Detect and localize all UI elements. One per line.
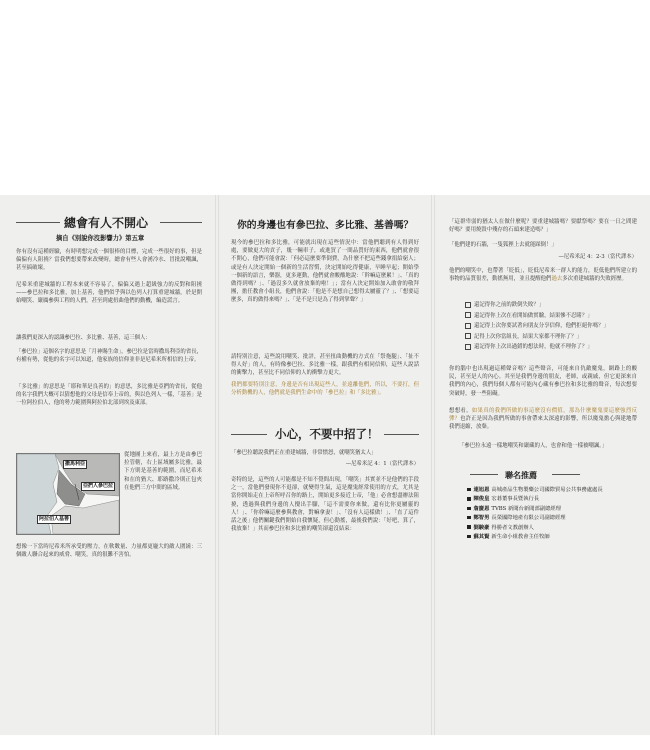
rec-rule-left bbox=[470, 474, 498, 475]
scripture-quote: 「參巴拉永遠一樣地嘲笑和嚴藏的人，也會和他一樣被嘲諷。」 bbox=[459, 443, 608, 449]
paragraph: 「參巴拉」這個名字的意思是「月神賜生命」，參巴拉是當時撒馬利亞的省長，有權有勢，從他的名字可以知道，他家族的信仰並非是尼希米所相信的上帝。 bbox=[16, 349, 202, 364]
rec-rule-right bbox=[552, 474, 580, 475]
recommend-title: 聯名推薦 bbox=[505, 470, 537, 480]
recommend-list bbox=[467, 486, 603, 542]
checkbox-icon bbox=[465, 302, 471, 308]
paragraph: 想像一下當時尼希米所承受的壓力，在軟數量、力量都更龐大的敵人圍繞：三個敵人聯合起來的威脅、嘲笑，真的很難不害怕。 bbox=[16, 544, 202, 559]
bullet-icon bbox=[467, 507, 471, 511]
panel-middle-title: 你的身邊也有參巴拉、多比雅、基善嗎？ bbox=[237, 220, 414, 231]
paragraph: 「多比雅」的意思是「耶和華是良善的」的意思，多比雅是亞捫的省長，從他的名字我們大概可以猜想他的父母是信奉上帝的，與以色列人一樣，「基善」是一位阿拉伯人，他的勢力範圍與阿拉伯北部到埃及東部。 bbox=[16, 384, 202, 407]
fold-line bbox=[215, 195, 219, 735]
title2-rule-left bbox=[231, 434, 267, 435]
recommend-item: 詹慶恩 TVBS 新聞台新聞部副總經理 bbox=[467, 505, 603, 514]
scripture-quote: 「他們建的石牆，一隻狐狸上去就能踩倒！」 bbox=[449, 242, 557, 248]
checklist-item: 還記得你上次出過錯的想法時，他就不理你了？」 bbox=[465, 342, 609, 353]
map-label-arab: 阿拉伯人基善 bbox=[39, 516, 70, 522]
checkbox-icon bbox=[465, 344, 471, 350]
paragraph: 奇特的是，這些的人可能都是不知不覺間出現，「嘲笑」其實並不是他們的手段之一，當他們發現你不退卻，就變得生氣，這是魔鬼經常使用的方式，尤其是當你開始走在上帝所呼召你的路上，開始更多接近上帝，「他」必會想盡辦法阻撓，透過與我們身邊的人攪出手腳，「這不需要你來做，還有比你更屬靈的人！」、「你幹嘛這麼參與教會，對嘛拿妻！」、「沒有人這樣做！」、「直了這件話之後」他們關鍵我們開始自我懷疑，但心動搖，最後我們說：「好吧，算了，我放棄！」其而參巴拉和多比雅的嘲笑卻還沒結束： bbox=[231, 477, 419, 533]
highlight-text: 如果真的我們所做的事這麼沒有價值，那為什麼魔鬼要這麼強烈反彈？ bbox=[449, 408, 637, 423]
checkbox-icon bbox=[465, 323, 471, 329]
text: 他們的嘲笑中，也帶著「貶低」，貶低尼希米一群人的能力，貶低他們所建立的事物的品質很差，動搖無用，並且提醒他們 bbox=[449, 268, 637, 283]
checkbox-icon bbox=[465, 312, 471, 318]
scripture-quote: 「參巴拉聽說我們正在重建城牆，非常憤怒，就嘲笑猶太人」 bbox=[231, 450, 377, 456]
text: 想想看， bbox=[449, 408, 472, 414]
paragraph: 請特別注意，這些說用嘲笑、批評，甚至扭曲動機的方式在「祭拖腿」、「扯不得人好」的人，有時像參巴拉、多比雅一樣，跟我們有相同信仰，這些人說話的衝擊力，甚至比不同信仰的人的衝擊力更大。 bbox=[231, 354, 419, 377]
panel-left-subtitle: 摘自《別說你沒影響力》第五章 bbox=[56, 235, 145, 242]
highlight-paragraph: 我們都要特別注意，身邊是否有出現這些人，並遠離他們，所以，不要打，但分析動機的人，他們就是我們生命中的「參巴拉」和「多比雅」。 bbox=[231, 382, 419, 397]
text: 多次重建城牆的失敗經歷。 bbox=[562, 276, 627, 283]
recommend-item: 連旭恩 高城產品生物製藥公司國際貿易公共事務處處長 bbox=[467, 486, 603, 495]
checklist bbox=[465, 300, 609, 353]
recommend-item: 陳俊皇 宏碁董事長暨執行長 bbox=[467, 495, 603, 504]
checkbox-icon bbox=[465, 333, 471, 339]
panel-middle-title2: 小心，不要中招了！ bbox=[275, 427, 379, 441]
fold-line bbox=[431, 195, 435, 735]
checklist-item: 還記得你上次在看開始做實驗，結果慘不忍睹？」 bbox=[465, 311, 609, 322]
panel-middle bbox=[219, 195, 431, 735]
title-rule-right bbox=[160, 222, 202, 223]
checklist-item: 記得上次你當組長，結果大家都不理你了？」 bbox=[465, 332, 609, 343]
brochure bbox=[0, 195, 650, 735]
title-rule-left bbox=[16, 222, 60, 223]
panel-left bbox=[0, 195, 215, 735]
recommend-item: 鄭智男 長榮國際地產有限公司副總經理 bbox=[467, 514, 603, 523]
map-caption: 從地圖上來看，最上方是由參巴拉管轄，右上區域屬多比雅，最下方則是基善的範圍，而尼希米和在的猶大、耶路撒冷則正包夾在他們三方中間的區域。 bbox=[124, 452, 202, 491]
checklist-item: 還記得上次你要試著向朋友分享信仰，他們拒絕你嗎？」 bbox=[465, 321, 609, 332]
bullet-icon bbox=[467, 535, 471, 539]
scripture-ref: —尼希米記 4：2-3（當代譯本） bbox=[558, 254, 637, 260]
paragraph: 尼希米重建城牆的工程本來就不容易了，偏偏又遇上超級強力的反對和阻撓——參巴拉和多比雅，加上基善，他們似乎與以色列人打算重建城牆，於是開始嘲笑、嚴厲參與工程的人們，甚至到處扭曲他們的動機，編造謊言。 bbox=[16, 282, 202, 305]
paragraph: 現今的參巴拉和多比雅，可能就出現在這些情況中：當他們聽到有人得到好處，要做更大的貢子，幾一輛車子，或進買了一間品質好的東西，他們就會很不開心，他們可能會說：「何必這麼要準倒費，為什麼不把這些錢拿捐給窮人；或是有人決定開始一個新的生活習慣，決定開始吃得健康，早睡早起；開始學一個新的語言，樂器，更多運動，他們就會酸酸地說：「幹嘛這麼累！」、「真的做得到嗎？」、「過沒多久就會放棄的啦！」；當有人決定開始加入敢會的敬拜團，擔任教會小組長，他們會說：「他是不是想自己想得太屬靈了？」、「想要這麼多，真的做得來嗎？」、「是不是只是為了得到掌聲？」 bbox=[231, 240, 419, 304]
panel-right bbox=[435, 195, 650, 735]
paragraph bbox=[449, 267, 637, 283]
region-map bbox=[16, 453, 120, 535]
panel-left-title: 總會有人不開心 bbox=[64, 216, 149, 230]
bullet-icon bbox=[467, 516, 471, 520]
map-label-ammon: 亞捫人參巴拉 bbox=[83, 483, 114, 489]
recommend-item: 蘇其賢 新生命小組教會主任牧師 bbox=[467, 533, 603, 542]
scripture-ref: —尼希米記 4：1（當代譯本） bbox=[345, 461, 419, 467]
text: 也許正是因為我們所做的事會帶來太深遠的影響，所以魔鬼擔心與建地帶我們退縮，放棄。 bbox=[449, 416, 637, 431]
paragraph: 讓我們更深入的認識參巴拉、多比雅、基善，這三個人： bbox=[16, 335, 151, 341]
scripture-quote: 「這群卑弱的猶太人在做什麼呢？要重建城牆嗎？要獻祭嗎？要在一日之間建好嗎？要用燒毀中殘存的石頭來建造嗎？」 bbox=[449, 219, 637, 234]
title2-rule-right bbox=[384, 434, 419, 435]
bullet-icon bbox=[467, 497, 471, 501]
recommend-item: 劉駿豪 得勝者文教創辦人 bbox=[467, 524, 603, 533]
checklist-item: 還記得你之前的跌倒失敗？」 bbox=[465, 300, 609, 311]
bullet-icon bbox=[467, 488, 471, 492]
paragraph: 你有沒有這種經驗，有時明想完成一個很棒的目標，完成一些很好的事，但是偏偏有人阻撓？當我們想要帶來改變時，總會有些人會湧冷水、冒批說嘲諷，甚至搞破壞。 bbox=[16, 249, 202, 272]
map-label-samaria: 撒馬利亞 bbox=[65, 461, 86, 467]
bullet-icon bbox=[467, 525, 471, 529]
paragraph: 你的腦中也出現過這種聲音嗎？這些聲音，可能來自仇敵魔鬼，網路上的酸民，甚至是人的內心。其至是我們身邊的朋友，老師，或親戚，但它更深來自我們的內心，我們每個人都有可能內心藏有參巴拉和多比雅的聲音，每次想要突破時，發一些阻礙。 bbox=[449, 366, 637, 397]
paragraph bbox=[449, 407, 637, 432]
highlight-text: 過去 bbox=[551, 276, 563, 283]
